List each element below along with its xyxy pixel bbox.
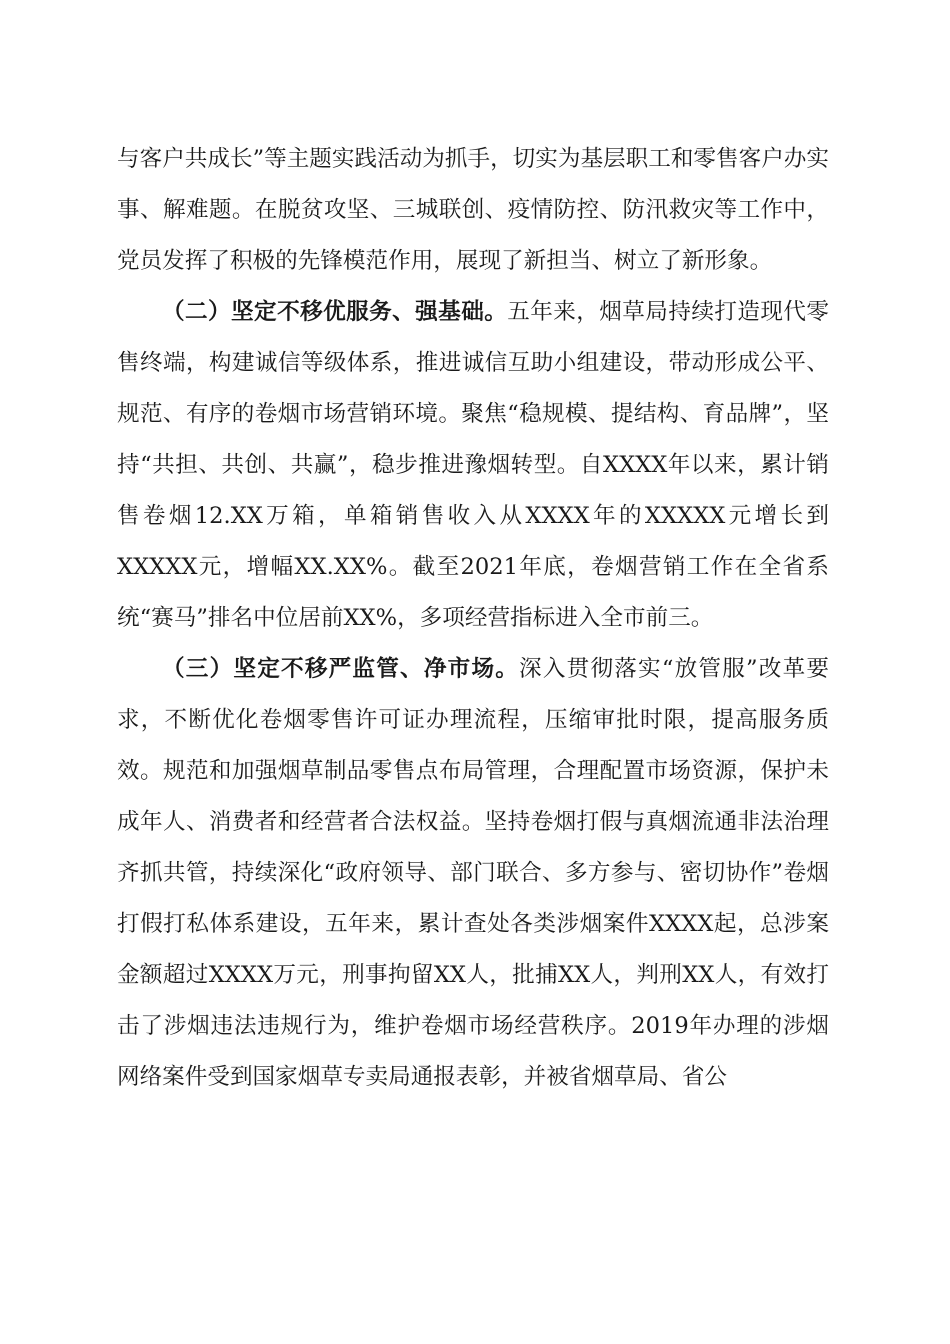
paragraph-section-two xyxy=(117,287,829,644)
document-body xyxy=(117,134,829,1103)
paragraph-continuation xyxy=(117,134,829,287)
paragraph-text: 五年来，烟草局持续打造现代零售终端，构建诚信等级体系，推进诚信互助小组建设，带动形成公平、规范、有序的卷烟市场营销环境。聚焦“稳规模、提结构、育品牌”，坚持“共担、共创、共赢”，稳步推进豫烟转型。自XXXX年以来，累计销售卷烟12.XX万箱，单箱销售收入从XXXX年的XXXXX元增长到XXXXX元，增幅XX.XX%。截至2021年底，卷烟营销工作在全省系统“赛马”排名中位居前XX%，多项经营指标进入全市前三。 xyxy=(117,299,830,631)
section-heading: （二）坚定不移优服务、强基础。 xyxy=(162,299,508,325)
paragraph-text: 深入贯彻落实“放管服”改革要求，不断优化卷烟零售许可证办理流程，压缩审批时限，提高服务质效。规范和加强烟草制品零售点布局管理，合理配置市场资源，保护未成年人、消费者和经营者合法权益。坚持卷烟打假与真烟流通非法治理齐抓共管，持续深化“政府领导、部门联合、多方参与、密切协作”卷烟打假打私体系建设，五年来，累计查处各类涉烟案件XXXX起，总涉案金额超过XXXX万元，刑事拘留XX人，批捕XX人，判刑XX人，有效打击了涉烟违法违规行为，维护卷烟市场经营秩序。2019年办理的涉烟网络案件受到国家烟草专卖局通报表彰，并被省烟草局、省公 xyxy=(117,656,829,1090)
paragraph-section-three xyxy=(117,644,829,1103)
section-heading: （三）坚定不移严监管、净市场。 xyxy=(162,656,520,682)
paragraph-text: 与客户共成长”等主题实践活动为抓手，切实为基层职工和零售客户办实事、解难题。在脱贫攻坚、三城联创、疫情防控、防汛救灾等工作中，党员发挥了积极的先锋模范作用，展现了新担当、树立了新形象。 xyxy=(117,146,829,274)
